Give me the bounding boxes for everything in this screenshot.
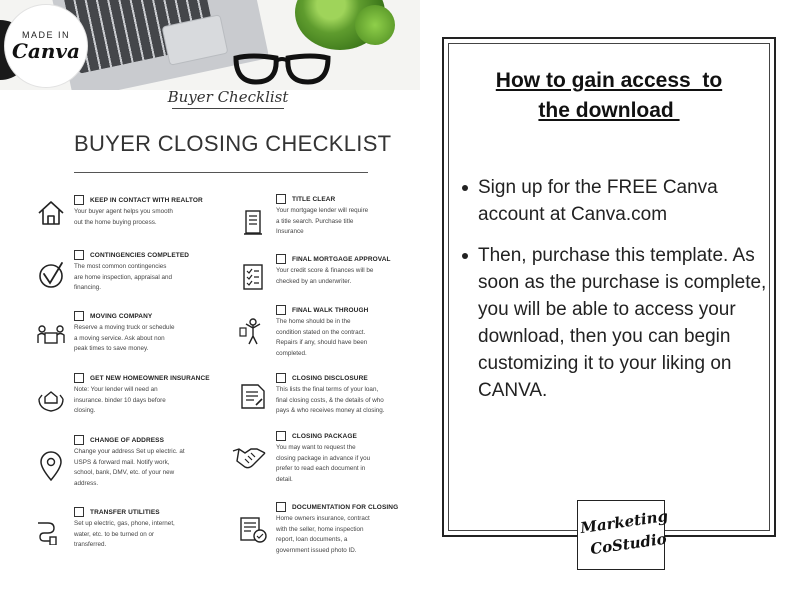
item-heading: TRANSFER UTILITIES (90, 509, 160, 516)
plant-leaves (355, 5, 395, 45)
item-heading: FINAL MORTGAGE APPROVAL (292, 256, 391, 263)
checkbox[interactable] (74, 195, 84, 205)
logo-line1: Marketing (579, 506, 670, 538)
item-description: The home should be in the condition stated on the contract. Repairs if any, should have been completed. (276, 318, 368, 357)
instruction-item: Sign up for the FREE Canva account at Canva.com (462, 174, 772, 228)
script-title: Buyer Checklist (158, 88, 298, 106)
item-description: This lists the final terms of your loan, final closing costs, & the details of who pays & who receives money at closing. (276, 386, 385, 414)
marketing-costudio-logo (577, 500, 670, 570)
checkbox[interactable] (276, 431, 286, 441)
access-title-line2: the download (538, 99, 680, 122)
item-heading: CLOSING PACKAGE (292, 433, 357, 440)
item-heading: FINAL WALK THROUGH (292, 307, 369, 314)
item-description: Set up electric, gas, phone, internet, water, etc. to be turned on or transferred. (74, 520, 175, 548)
handshake-icon (230, 441, 268, 471)
item-heading: CONTINGENCIES COMPLETED (90, 252, 190, 259)
checkbox[interactable] (74, 250, 84, 260)
badge-made-in: MADE IN (21, 30, 70, 40)
document-stack-icon (238, 208, 268, 238)
title-divider (74, 172, 368, 173)
protected-house-icon (36, 383, 66, 413)
badge-brand: Canva (12, 39, 80, 63)
item-description: The most common contingencies are home inspection, appraisal and financing. (74, 263, 173, 291)
item-heading: DOCUMENTATION FOR CLOSING (292, 504, 399, 511)
checklist-title: BUYER CLOSING CHECKLIST (74, 131, 392, 156)
checkbox[interactable] (74, 311, 84, 321)
item-heading: TITLE CLEAR (292, 196, 336, 203)
checkbox[interactable] (74, 373, 84, 383)
checkbox[interactable] (276, 305, 286, 315)
item-description: Reserve a moving truck or schedule a moving service. Ask about non peak times to save money. (74, 324, 175, 352)
item-heading: CHANGE OF ADDRESS (90, 437, 165, 444)
item-description: Your credit score & finances will be checked by an underwriter. (276, 267, 374, 285)
item-description: Note: Your lender will need an insurance. binder 10 days before closing. (74, 386, 166, 414)
item-description: Change your address Set up electric. at USPS & forward mail. Notify work, school, bank, DMV, etc. of your new address. (74, 448, 185, 487)
house-icon (36, 198, 66, 228)
walkthrough-person-icon (238, 313, 268, 349)
logo-line2: CoStudio (589, 529, 668, 559)
checkbox[interactable] (276, 194, 286, 204)
checkmark-circle-icon (36, 260, 66, 290)
plug-icon (36, 515, 66, 545)
item-description: You may want to request the closing package in advance if you prefer to read each document in detail. (276, 444, 371, 483)
item-description: Your mortgage lender will require a title search. Purchase title Insurance (276, 207, 369, 235)
checkbox[interactable] (276, 502, 286, 512)
movers-icon (36, 321, 66, 351)
glasses-icon (232, 52, 332, 86)
item-description: Your buyer agent helps you smooth out the home buying process. (74, 208, 173, 226)
access-title (460, 66, 758, 126)
checkbox[interactable] (74, 507, 84, 517)
access-title-line1: How to gain access to (495, 69, 723, 92)
item-heading: GET NEW HOMEOWNER INSURANCE (90, 375, 210, 382)
item-heading: CLOSING DISCLOSURE (292, 375, 368, 382)
item-heading: KEEP IN CONTACT WITH REALTOR (90, 197, 203, 204)
made-in-canva-badge (4, 4, 88, 88)
checkbox[interactable] (74, 435, 84, 445)
checkbox[interactable] (276, 254, 286, 264)
item-heading: MOVING COMPANY (90, 313, 153, 320)
location-pin-icon (36, 449, 66, 485)
disclosure-document-icon (238, 381, 268, 411)
checkbox[interactable] (276, 373, 286, 383)
item-description: Home owners insurance, contract with the seller, home inspection report, loan documents, a government issued photo ID. (276, 515, 370, 554)
documentation-icon (238, 514, 268, 544)
instructions-list (462, 174, 772, 418)
instruction-item: Then, purchase this template. As soon as the purchase is complete, you will be able to access your download, then you can begin customizing it to your liking on CANVA. (462, 242, 772, 404)
approval-clipboard-icon (238, 262, 268, 292)
